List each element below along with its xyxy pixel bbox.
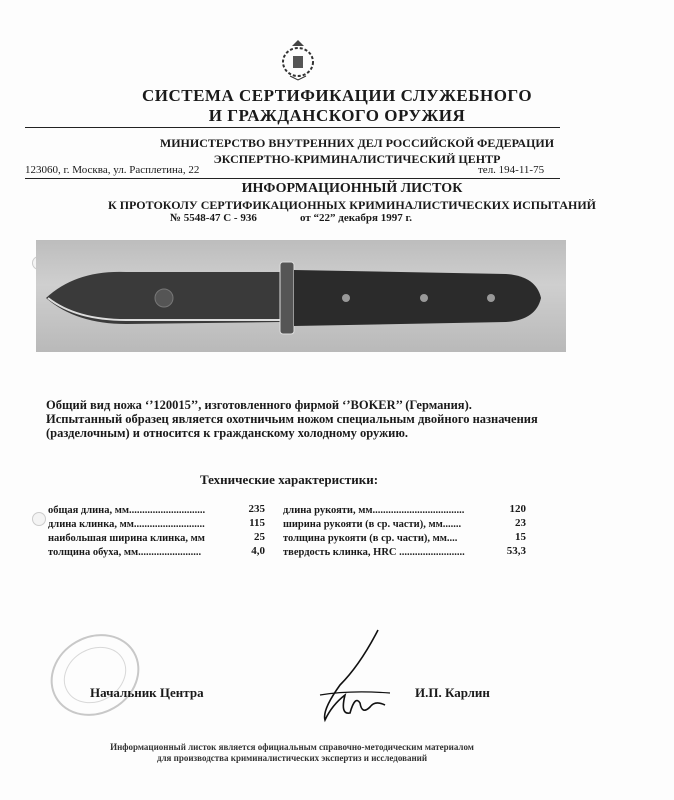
spec-label: длина клинка, мм........................... [48,519,205,530]
handwritten-signature [300,625,400,725]
spec-value: 4,0 [251,545,265,557]
address: 123060, г. Москва, ул. Расплетина, 22 [25,164,200,176]
faint-stamp [20,625,150,725]
spec-value: 23 [515,517,526,529]
spec-label: длина рукояти, мм................................... [283,505,465,516]
punch-hole [32,512,46,526]
footer-line2: для производства криминалистических экспертиз и исследований [156,753,428,763]
signatory-name: И.П. Карлин [415,685,490,700]
footer-line1: Информационный листок является официальным справочно-методическим материалом [110,742,474,752]
spec-value: 25 [254,531,265,543]
spec-label: ширина рукояти (в ср. части), мм....... [283,519,462,530]
specs-heading: Технические характеристики: [200,472,379,487]
spec-value: 53,3 [506,545,526,557]
description-line2: Испытанный образец является охотничьим ножом специальным двойного назначения [46,412,538,426]
spec-label: наибольшая ширина клинка, мм [48,533,205,544]
center-name: ЭКСПЕРТНО-КРИМИНАЛИСТИЧЕСКИЙ ЦЕНТР [213,152,501,166]
protocol-number: № 5548-47 С - 936 [170,212,257,224]
protocol-date: от “22” декабря 1997 г. [300,212,412,224]
divider [25,127,560,128]
system-title-line1: СИСТЕМА СЕРТИФИКАЦИИ СЛУЖЕБНОГО [141,86,533,105]
spec-value: 235 [248,503,265,515]
signatory-position: Начальник Центра [90,685,204,700]
phone: тел. 194-11-75 [478,164,545,176]
description-line1: Общий вид ножа ‘’120015’’, изготовленного фирмой ‘’BOKER’’ (Германия). [46,398,472,412]
spec-value: 120 [509,503,526,515]
divider [25,178,560,179]
spec-value: 115 [249,517,265,529]
sheet-subtitle: К ПРОТОКОЛУ СЕРТИФИКАЦИОННЫХ КРИМИНАЛИСТИЧЕСКИХ ИСПЫТАНИЙ [108,198,596,212]
spec-label: толщина обуха, мм........................ [48,547,202,558]
sheet-title: ИНФОРМАЦИОННЫЙ ЛИСТОК [241,181,463,196]
spec-value: 15 [515,531,526,543]
knife-photo [36,240,566,352]
coat-of-arms-emblem [280,38,316,82]
spec-label: общая длина, мм............................. [48,505,206,516]
ministry-name: МИНИСТЕРСТВО ВНУТРЕННИХ ДЕЛ РОССИЙСКОЙ ФЕДЕРАЦИИ [159,136,555,150]
system-title-line2: И ГРАЖДАНСКОГО ОРУЖИЯ [208,106,466,125]
spec-label: твердость клинка, HRC ......................... [283,547,465,558]
spec-label: толщина рукояти (в ср. части), мм.... [283,533,458,544]
description-line3: (разделочным) и относится к гражданскому холодному оружию. [46,426,409,440]
